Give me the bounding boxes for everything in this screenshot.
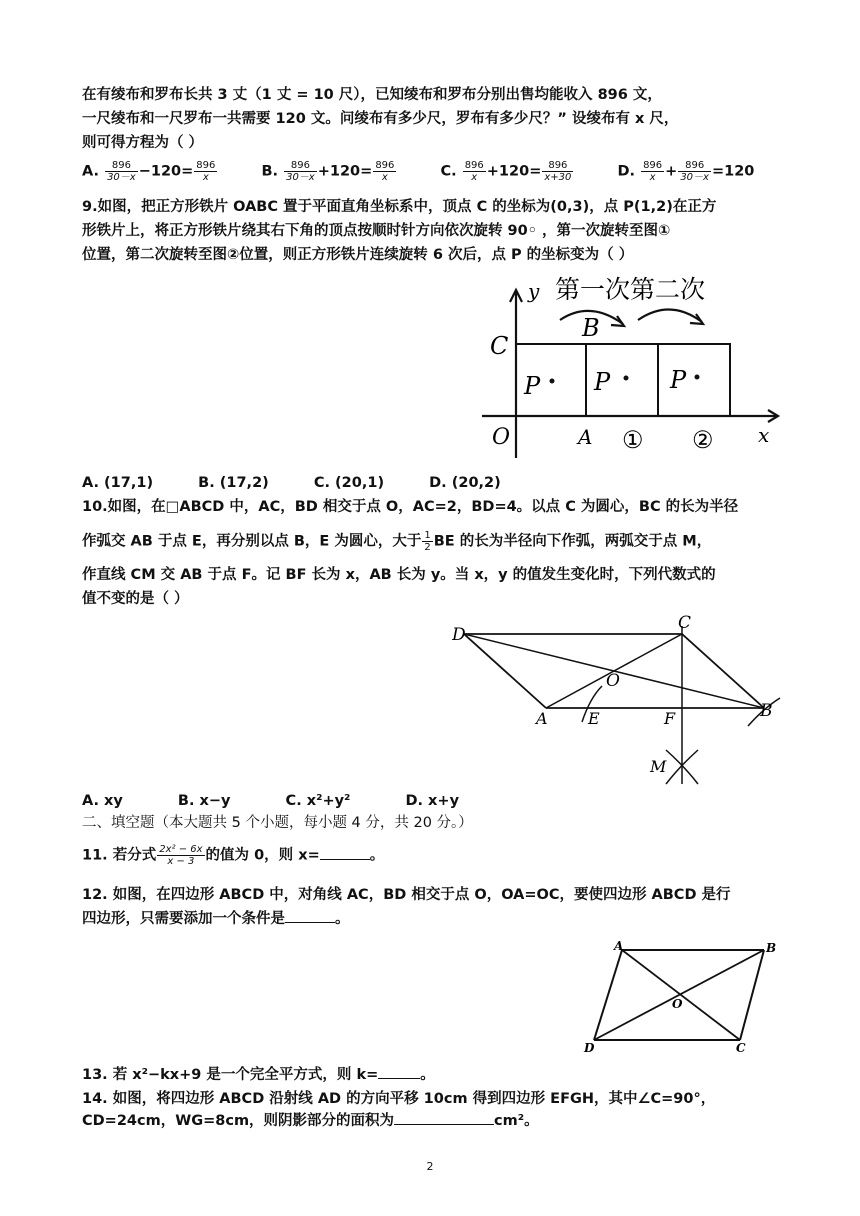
q8-line-1: 在有绫布和罗布长共 3 丈（1 丈 = 10 尺），已知绫布和罗布分别出售均能收入 896 文， xyxy=(82,87,662,103)
option-label: A. xyxy=(82,163,99,180)
side-bc xyxy=(740,950,764,1040)
label-p: P xyxy=(670,366,687,394)
operator: +120= xyxy=(317,163,373,180)
q13-answer-blank[interactable] xyxy=(378,1064,420,1079)
operator: + xyxy=(665,163,678,180)
fraction xyxy=(373,160,396,183)
q11-line xyxy=(82,844,782,867)
label-a: A xyxy=(614,939,624,953)
denominator: 30－x xyxy=(680,172,709,183)
denominator: 2 xyxy=(424,542,431,553)
denominator: x xyxy=(202,172,209,183)
numerator: 896 xyxy=(375,160,395,171)
label-circled-1: ① xyxy=(622,426,644,454)
fraction xyxy=(463,160,486,183)
label-o: O xyxy=(672,997,683,1011)
label-b: B xyxy=(760,701,773,721)
option-label: C. xyxy=(440,163,457,180)
q10-line-1: 10.如图，在□ABCD 中，AC，BD 相交于点 O，AC=2，BD=4。以点 C 为圆心，BC 的长为半径 xyxy=(82,499,739,515)
q8-option-c[interactable] xyxy=(440,160,574,183)
numerator: 2x² − 6x xyxy=(159,844,203,855)
q12-answer-blank[interactable] xyxy=(285,908,335,923)
q8-line-3: 则可得方程为（ ） xyxy=(82,135,204,151)
numerator: 896 xyxy=(284,160,317,172)
q11-answer-blank[interactable] xyxy=(320,845,370,860)
q10-option-b[interactable]: B. x−y xyxy=(177,793,231,809)
label-m: M xyxy=(650,757,667,776)
q8-line-2: 一尺绫布和一尺罗布一共需要 120 文。问绫布有多少尺，罗布有多少尺？” 设绫布有 x 尺， xyxy=(82,111,679,127)
label-a: A xyxy=(578,425,593,449)
q11-text-start: 11. 若分式 xyxy=(82,847,157,864)
label-circled-2: ② xyxy=(692,426,714,454)
q10-option-c[interactable]: C. x²+y² xyxy=(285,793,351,809)
option-label: D. xyxy=(617,163,635,180)
numerator: 896 xyxy=(643,160,663,171)
q9-figure-rotating-square xyxy=(480,272,786,464)
label-c: C xyxy=(490,332,509,360)
label-p: P xyxy=(524,372,541,400)
q12-figure-quadrilateral xyxy=(578,936,784,1056)
label-c: C xyxy=(678,613,692,633)
q9-option-a[interactable]: A. (17,1) xyxy=(82,475,154,491)
figure-caption: 第一次第二次 xyxy=(554,275,706,304)
q9-line-1: 9.如图，把正方形铁片 OABC 置于平面直角坐标系中，顶点 C 的坐标为(0,3)，点 P(1,2)在正方 xyxy=(82,199,717,215)
q14-text: CD=24cm，WG=8cm，则阴影部分的面积为 xyxy=(82,1113,395,1129)
fraction xyxy=(641,160,664,183)
label-x: x xyxy=(758,423,770,447)
q8-options xyxy=(82,160,792,183)
numerator: 896 xyxy=(196,160,216,171)
q11-text-end: 。 xyxy=(369,847,385,864)
numerator: 1 xyxy=(424,530,431,541)
q14-text-end: cm²。 xyxy=(494,1113,539,1129)
square-position-2 xyxy=(658,344,730,416)
q10-line-3: 作直线 CM 交 AB 于点 F。记 BF 长为 x，AB 长为 y。当 x，y 的值发生变化时，下列代数式的 xyxy=(82,567,716,583)
q10-line-2-start: 作弧交 AB 于点 E，再分别以点 B，E 为圆心，大于 xyxy=(82,533,422,550)
label-c: C xyxy=(736,1041,746,1055)
numerator: 896 xyxy=(105,160,138,172)
label-d: D xyxy=(584,1041,595,1055)
q13-line xyxy=(82,1064,782,1086)
q10-option-d[interactable]: D. x+y xyxy=(405,793,460,809)
q10-options xyxy=(82,790,497,812)
denominator: x − 3 xyxy=(167,856,195,867)
q14-line-1: 14. 如图，将四边形 ABCD 沿射线 AD 的方向平移 10cm 得到四边形 EFGH，其中∠C=90°， xyxy=(82,1091,716,1107)
equation-tail: =120 xyxy=(711,163,755,180)
page-number: 2 xyxy=(426,1160,434,1173)
q10-line-4: 值不变的是（ ） xyxy=(82,591,189,607)
diagonal-bd xyxy=(594,950,764,1040)
label-f: F xyxy=(664,709,676,728)
q10-figure-parallelogram xyxy=(452,612,788,788)
numerator: 896 xyxy=(542,160,573,172)
q9-option-d[interactable]: D. (20,2) xyxy=(429,475,501,491)
operator: −120= xyxy=(138,163,194,180)
fraction xyxy=(542,160,573,183)
q9-options xyxy=(82,472,539,494)
q12-line-1: 12. 如图，在四边形 ABCD 中，对角线 AC，BD 相交于点 O，OA=OC，要使四边形 ABCD 是行 xyxy=(82,887,731,903)
denominator: 30－x xyxy=(286,172,315,183)
numerator: 896 xyxy=(464,160,484,171)
label-y: y xyxy=(528,279,540,303)
point-p xyxy=(550,379,555,384)
q9-option-c[interactable]: C. (20,1) xyxy=(313,475,385,491)
segment-cb xyxy=(682,634,764,708)
label-o: O xyxy=(492,425,511,450)
denominator: 30－x xyxy=(107,172,136,183)
point-p xyxy=(624,376,629,381)
q10-line-2 xyxy=(82,530,782,553)
q10-option-a[interactable]: A. xy xyxy=(82,793,123,809)
q8-option-b[interactable] xyxy=(261,160,397,183)
q10-line-2-end: BE 的长为半径向下作弧，两弧交于点 M， xyxy=(433,533,712,550)
label-a: A xyxy=(536,709,548,728)
denominator: x xyxy=(381,172,388,183)
denominator: x+30 xyxy=(544,172,572,183)
q8-option-a[interactable] xyxy=(82,160,218,183)
diagonal-ac xyxy=(622,950,740,1040)
fraction xyxy=(194,160,217,183)
denominator: x xyxy=(471,172,478,183)
operator: +120= xyxy=(486,163,542,180)
label-b: B xyxy=(582,314,600,342)
q14-line-2 xyxy=(82,1110,782,1132)
fraction xyxy=(157,844,204,867)
fraction xyxy=(284,160,317,183)
label-b: B xyxy=(766,941,777,955)
q14-answer-blank[interactable] xyxy=(394,1110,494,1125)
option-label: B. xyxy=(261,163,279,180)
q12-line-2 xyxy=(82,908,782,930)
q13-text-end: 。 xyxy=(420,1067,435,1083)
q9-line-2: 形铁片上，将正方形铁片绕其右下角的顶点按顺时针方向依次旋转 90◦ ，第一次旋转至图① xyxy=(82,223,671,239)
q8-option-d[interactable] xyxy=(617,160,754,183)
label-e: E xyxy=(588,709,600,728)
fraction-half xyxy=(422,530,432,553)
q12-text-end: 。 xyxy=(335,911,350,927)
rotation-arrow-2 xyxy=(638,309,702,322)
label-d: D xyxy=(452,625,466,645)
fraction xyxy=(105,160,138,183)
section-heading: 二、填空题（本大题共 5 个小题，每小题 4 分，共 20 分。） xyxy=(82,815,473,831)
segment-ad xyxy=(464,634,546,708)
label-p: P xyxy=(594,368,611,396)
q13-text: 13. 若 x²−kx+9 是一个完全平方式，则 k= xyxy=(82,1067,379,1083)
fraction xyxy=(678,160,711,183)
q12-text: 四边形，只需要添加一个条件是 xyxy=(82,911,285,927)
q11-text-mid: 的值为 0，则 x= xyxy=(205,847,320,864)
q9-line-3: 位置，第二次旋转至图②位置，则正方形铁片连续旋转 6 次后，点 P 的坐标变为（ ） xyxy=(82,247,634,263)
label-o: O xyxy=(606,671,620,691)
denominator: x xyxy=(649,172,656,183)
q9-option-b[interactable]: B. (17,2) xyxy=(198,475,269,491)
numerator: 896 xyxy=(678,160,711,172)
point-p xyxy=(695,375,700,380)
